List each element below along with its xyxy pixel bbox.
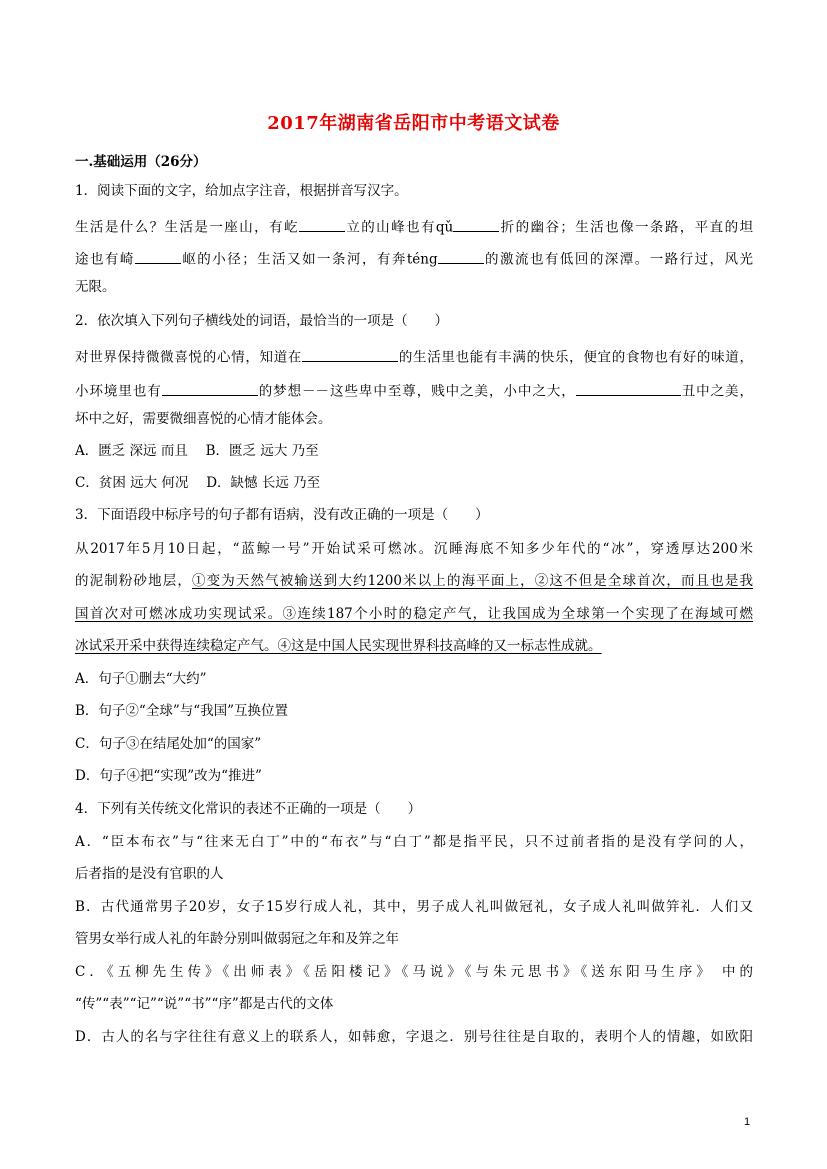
q3-passage-line-2: 的泥制粉砂地层，①变为天然气被输送到大约1200米以上的海平面上，②这不但是全球首次，而且也是我	[75, 573, 754, 589]
q4-option-b-line-1: B．古代通常男子20岁，女子15岁行成人礼，其中，男子成人礼叫做冠礼，女子成人礼叫做笄礼．人们又	[75, 899, 753, 915]
q1-blank-2[interactable]	[453, 217, 499, 232]
page-number: 1	[744, 1116, 751, 1128]
q1-blank-4[interactable]	[438, 249, 484, 264]
q2-passage-line-1: 对世界保持微微喜悦的心情，知道在 的生活里也能有丰满的快乐，便宜的食物也有好的味道，	[75, 347, 753, 365]
q2-options-ab: A．匮乏 深远 而且 B．匮乏 远大 乃至	[75, 443, 319, 459]
q3-stem: 3．下面语段中标序号的句子都有语病，没有改正确的一项是（ ）	[75, 507, 489, 523]
q1-passage-line-2: 途也有崎 岖的小径；生活又如一条河，有奔téng 的激流也有低回的深潭。一路行过，风光	[75, 249, 753, 267]
q3-passage-line-1: 从2017年5月10日起，“蓝鲸一号”开始试采可燃冰。沉睡海底不知多少年代的“冰”，穿透厚达200米	[75, 541, 753, 557]
q4-option-a-line-2: 后者指的是没有官职的人	[75, 866, 224, 882]
q2-passage-line-3: 坏中之好，需要微细喜悦的心情才能体会。	[75, 411, 332, 427]
q3-option-b: B．句子②“全球”与“我国”互换位置	[75, 703, 289, 719]
q3-option-d: D．句子④把“实现”改为“推进”	[75, 768, 262, 784]
q4-option-b-line-2: 管男女举行成人礼的年龄分别叫做弱冠之年和及笄之年	[75, 931, 399, 947]
q4-option-c-line-1: C．《五柳先生传》《出师表》《岳阳楼记》《马说》《与朱元思书》《送东阳马生序》 中的	[75, 964, 753, 980]
q3-passage-line-3: 国首次对可燃冰成功实现试采。③连续187个小时的稳定产气，让我国成为全球第一个实现了在海域可燃	[75, 606, 753, 622]
q2-blank-1[interactable]	[302, 347, 398, 362]
q1-blank-3[interactable]	[135, 249, 181, 264]
q4-option-a-line-1: A．“臣本布衣”与“往来无白丁”中的“布衣”与“白丁”都是指平民，只不过前者指的是没有学问的人，	[75, 834, 753, 850]
q2-stem: 2．依次填入下列句子横线处的词语，最恰当的一项是（ ）	[75, 313, 449, 329]
q2-blank-3[interactable]	[576, 381, 681, 396]
q2-options-cd: C．贫困 远大 何况 D．缺憾 长远 乃至	[75, 475, 321, 491]
section-heading: 一.基础运用（26分）	[75, 154, 207, 170]
q1-stem: 1．阅读下面的文字，给加点字注音，根据拼音写汉字。	[75, 183, 408, 199]
exam-title: 2017年湖南省岳阳市中考语文试卷	[267, 113, 560, 134]
q1-passage-line-3: 无限。	[75, 279, 116, 295]
q4-stem: 4．下列有关传统文化常识的表述不正确的一项是（ ）	[75, 801, 422, 817]
q3-passage-line-4: 冰试采开采中获得连续稳定产气。④这是中国人民实现世界科技高峰的又一标志性成就。	[75, 638, 602, 654]
q4-option-c-line-2: “传”“表”“记”“说”“书”“序”都是古代的文体	[75, 996, 334, 1012]
q3-option-a: A．句子①删去“大约”	[75, 671, 207, 687]
q4-option-d-line-1: D．古人的名与字往往有意义上的联系人，如韩愈，字退之．别号往往是自取的，表明个人的情趣，如欧阳	[75, 1029, 753, 1045]
q2-blank-2[interactable]	[162, 381, 258, 396]
q3-option-c: C．句子③在结尾处加“的国家”	[75, 736, 262, 752]
q1-passage-line-1: 生活是什么？生活是一座山，有屹 立的山峰也有qǔ 折的幽谷；生活也像一条路，平直的坦	[75, 217, 753, 235]
q2-passage-line-2: 小环境里也有 的梦想－－这些卑中至尊，贱中之美，小中之大， 丑中之美，	[75, 381, 753, 399]
q1-blank-1[interactable]	[299, 217, 345, 232]
